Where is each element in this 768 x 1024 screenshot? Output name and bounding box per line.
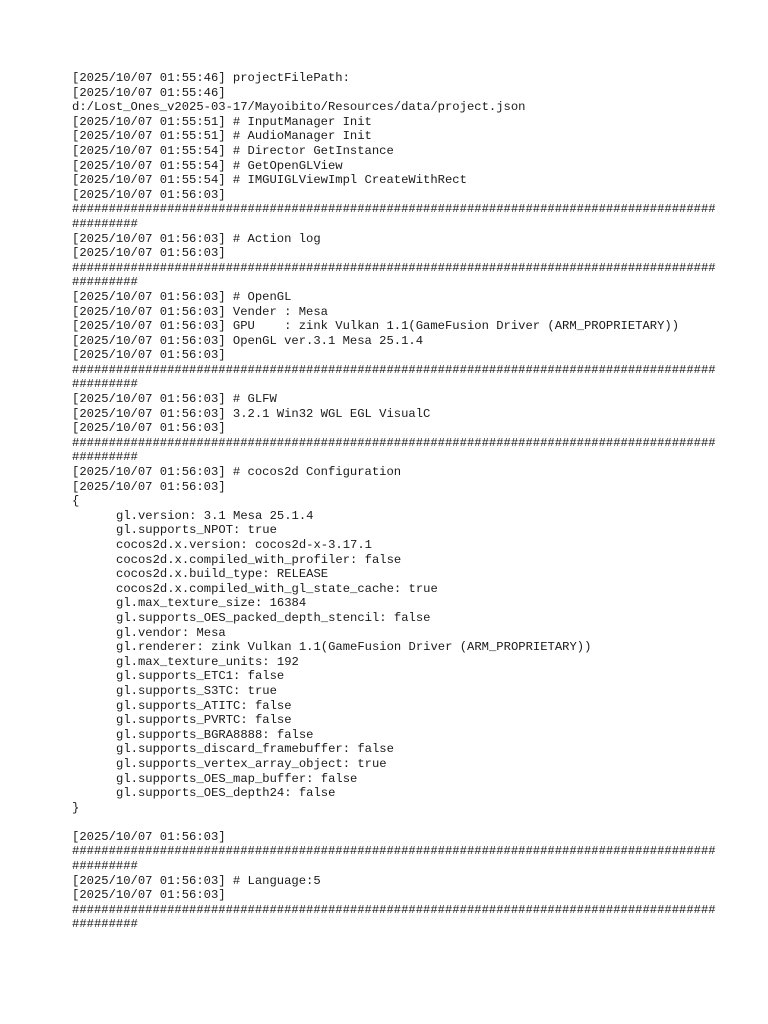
config-entry: gl.renderer: zink Vulkan 1.1(GameFusion Driver (ARM_PROPRIETARY)) <box>116 640 592 655</box>
config-entry: gl.supports_NPOT: true <box>116 523 277 538</box>
log-line: [2025/10/07 01:55:46] <box>72 85 226 100</box>
separator-line: ######################################################################################## <box>72 260 716 275</box>
blank-line <box>72 815 712 830</box>
config-entry: gl.version: 3.1 Mesa 25.1.4 <box>116 508 314 523</box>
log-line: [2025/10/07 01:56:03] <box>72 829 226 844</box>
separator-line: ######################################################################################## <box>72 844 716 859</box>
config-entry: gl.supports_OES_map_buffer: false <box>116 771 358 786</box>
config-entry: gl.supports_ETC1: false <box>116 669 285 684</box>
log-line: [2025/10/07 01:56:03] <box>72 888 226 903</box>
log-document <box>72 71 716 932</box>
config-entry: gl.supports_vertex_array_object: true <box>116 756 387 771</box>
config-entry: gl.supports_PVRTC: false <box>116 713 292 728</box>
separator-line: ######### <box>72 216 138 231</box>
config-entry: gl.max_texture_size: 16384 <box>116 596 307 611</box>
log-line: [2025/10/07 01:56:03] <box>72 421 226 436</box>
log-line: [2025/10/07 01:56:03] <box>72 187 226 202</box>
config-close-brace: } <box>72 800 80 815</box>
separator-line: ######### <box>72 275 138 290</box>
config-entry: gl.vendor: Mesa <box>116 625 226 640</box>
log-line: [2025/10/07 01:56:03] Vender : Mesa <box>72 304 328 319</box>
separator-line: ######################################################################################## <box>72 362 716 377</box>
separator-line: ######################################################################################## <box>72 902 716 917</box>
log-line: [2025/10/07 01:56:03] GPU : zink Vulkan 1.1(GameFusion Driver (ARM_PROPRIETARY)) <box>72 319 680 334</box>
config-open-brace: { <box>72 494 80 509</box>
separator-line: ######### <box>72 377 138 392</box>
config-entry: cocos2d.x.version: cocos2d-x-3.17.1 <box>116 538 372 552</box>
config-entry: gl.supports_discard_framebuffer: false <box>116 742 394 757</box>
separator-line: ######################################################################################## <box>72 435 716 450</box>
config-entry: gl.supports_S3TC: true <box>116 683 277 698</box>
config-entry: gl.supports_OES_depth24: false <box>116 786 336 801</box>
log-line: [2025/10/07 01:55:54] # IMGUIGLViewImpl CreateWithRect <box>72 173 467 188</box>
config-entry: gl.max_texture_units: 192 <box>116 654 299 669</box>
config-entry: cocos2d.x.compiled_with_gl_state_cache: true <box>116 581 438 596</box>
config-entry: gl.supports_ATITC: false <box>116 698 292 713</box>
log-line: [2025/10/07 01:55:54] # GetOpenGLView <box>72 158 343 173</box>
log-line: [2025/10/07 01:56:03] # Action log <box>72 231 321 246</box>
log-line: [2025/10/07 01:56:03] # Language:5 <box>72 873 321 888</box>
log-line: [2025/10/07 01:55:51] # AudioManager Init <box>72 129 372 144</box>
config-entry: cocos2d.x.build_type: RELEASE <box>116 567 329 582</box>
config-entry: gl.supports_BGRA8888: false <box>116 727 314 742</box>
separator-line: ######### <box>72 859 138 874</box>
log-line: [2025/10/07 01:56:03] <box>72 479 226 494</box>
log-line: [2025/10/07 01:56:03] <box>72 246 226 261</box>
log-line: [2025/10/07 01:56:03] # cocos2d Configuration <box>72 465 402 480</box>
log-line: [2025/10/07 01:56:03] <box>72 348 226 363</box>
log-line: [2025/10/07 01:56:03] # GLFW <box>72 392 277 407</box>
log-line: [2025/10/07 01:56:03] 3.2.1 Win32 WGL EGL VisualC <box>72 406 431 421</box>
log-line: [2025/10/07 01:55:54] # Director GetInstance <box>72 143 394 158</box>
log-line: d:/Lost_Ones_v2025-03-17/Mayoibito/Resources/data/project.json <box>72 100 526 115</box>
log-line: [2025/10/07 01:55:51] # InputManager Init <box>72 114 372 129</box>
separator-line: ######################################################################################## <box>72 202 716 217</box>
log-line: [2025/10/07 01:55:46] projectFilePath: <box>72 71 350 85</box>
separator-line: ######### <box>72 450 138 465</box>
log-line: [2025/10/07 01:56:03] OpenGL ver.3.1 Mesa 25.1.4 <box>72 333 424 348</box>
separator-line: ######### <box>72 917 138 932</box>
config-entry: gl.supports_OES_packed_depth_stencil: false <box>116 610 431 625</box>
config-entry: cocos2d.x.compiled_with_profiler: false <box>116 552 402 567</box>
log-line: [2025/10/07 01:56:03] # OpenGL <box>72 289 292 304</box>
